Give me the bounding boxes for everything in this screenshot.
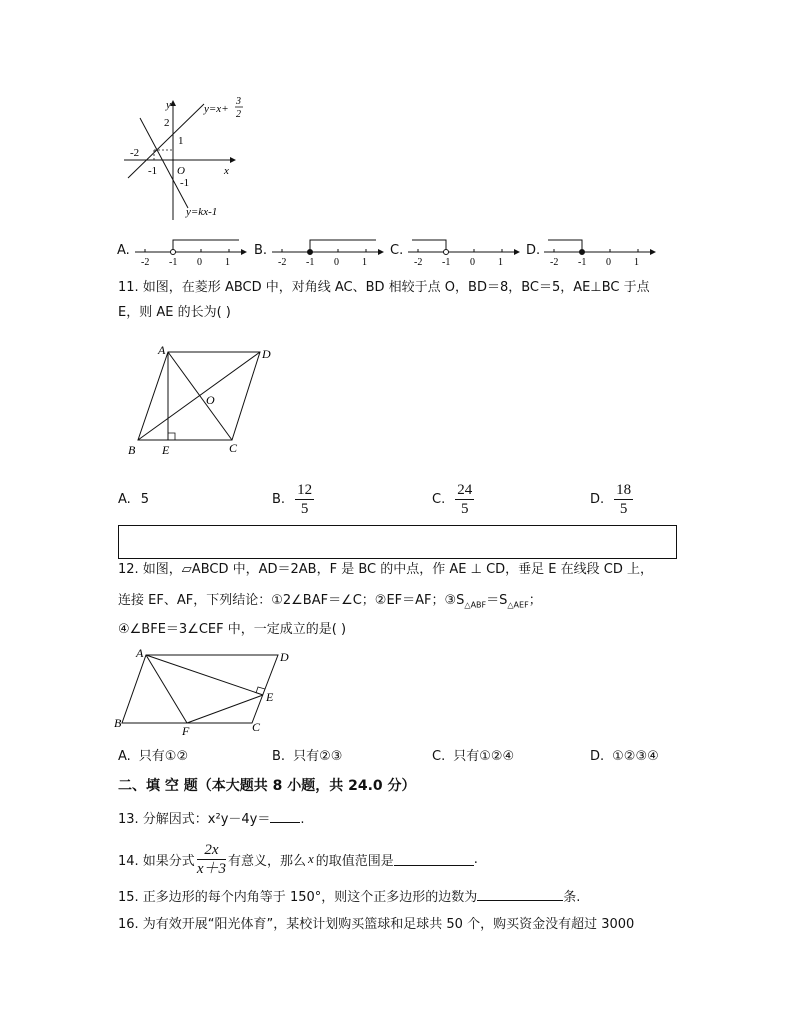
tick-x-neg2: -2: [130, 147, 140, 159]
y-axis-label: y: [166, 99, 171, 111]
rhombus-figure: [122, 340, 282, 462]
option-letter: C.: [432, 491, 446, 507]
answer-box: [118, 525, 677, 559]
label-E: E: [162, 443, 170, 457]
number-line: [268, 234, 386, 270]
tick-label: -2: [550, 257, 559, 268]
q12-line1: 12. 如图，▱ABCD 中，AD＝2AB，F 是 BC 的中点，作 AE ⊥ CD，垂足 E 在线段 CD 上，: [118, 562, 653, 577]
q14: 14. 如果分式 $\frac{2x}{x+3}$ 有意义，那么 x 的取值范围是 .: [118, 841, 478, 877]
tick-label: -2: [414, 257, 423, 268]
option-fraction: $\frac{12}{5}$: [297, 481, 313, 517]
line2-label: y=kx-1: [186, 206, 218, 218]
q10-option-c: [390, 234, 522, 270]
tick-label: 0: [470, 257, 475, 268]
option-letter: D.: [526, 243, 541, 258]
label-C: C: [229, 441, 238, 455]
section-heading: 二、填 空 题（本大题共 8 小题，共 24.0 分）: [118, 778, 416, 794]
tick-y-neg1: -1: [180, 177, 190, 189]
tick-label: 1: [225, 257, 230, 268]
label-F: F: [182, 724, 190, 737]
tick-label: -2: [141, 257, 150, 268]
tick-label: 0: [334, 257, 339, 268]
x-axis-label: x: [224, 165, 229, 177]
tick-label: -1: [578, 257, 587, 268]
tick-label: 0: [197, 257, 202, 268]
option-fraction: $\frac{18}{5}$: [616, 481, 632, 517]
origin-label: O: [177, 165, 185, 177]
tick-label: 1: [634, 257, 639, 268]
label-D: D: [280, 650, 289, 664]
parallelogram-figure: [112, 645, 302, 737]
tick-label: -1: [306, 257, 315, 268]
option-fraction: $\frac{24}{5}$: [457, 481, 473, 517]
tick-label: -1: [442, 257, 451, 268]
tick-label: 0: [606, 257, 611, 268]
option-letter: C.: [390, 243, 404, 258]
label-D: D: [262, 347, 271, 361]
label-O: O: [206, 393, 215, 407]
line1-frac-num: 3: [236, 96, 241, 107]
label-C: C: [252, 720, 261, 734]
option-letter: D.: [590, 491, 605, 507]
q11-option-a: [118, 478, 149, 520]
q12-option-c: C. 只有①②④: [432, 749, 515, 764]
tick-label: 1: [362, 257, 367, 268]
tick-y-2: 2: [164, 117, 170, 129]
q12-option-b: B. 只有②③: [272, 749, 343, 764]
label-A: A: [158, 343, 166, 357]
q10-option-d: [526, 234, 658, 270]
tick-label: -2: [278, 257, 287, 268]
q11-line2: E，则 AE 的长为( ): [118, 305, 231, 320]
line1-frac-den: 2: [236, 109, 241, 120]
option-letter: A.: [118, 491, 131, 507]
q11-option-b: [272, 478, 314, 520]
q15: 15. 正多边形的每个内角等于 150°，则这个正多边形的边数为 条.: [118, 890, 581, 905]
tick-label: -1: [169, 257, 178, 268]
tick-y-1: 1: [178, 135, 184, 147]
tick-label: 1: [498, 257, 503, 268]
option-letter: A.: [117, 243, 130, 258]
line1-label: y=x+: [204, 103, 229, 115]
number-line: [404, 234, 522, 270]
tick-x-neg1: -1: [148, 165, 158, 177]
label-E: E: [266, 690, 274, 704]
number-line: [540, 234, 658, 270]
option-value: 5: [140, 491, 150, 507]
q13: 13. 分解因式：x²y－4y＝ .: [118, 812, 305, 827]
linear-functions-graph: [118, 92, 258, 227]
q11-line1: 11. 如图，在菱形 ABCD 中，对角线 AC、BD 相较于点 O，BD＝8，BC＝5，AE⊥BC 于点: [118, 280, 650, 295]
label-B: B: [128, 443, 136, 457]
q12-line2: 连接 EF、AF，下列结论：①2∠BAF＝∠C；②EF＝AF；$③S_{\triangle ABF}=S_{\triangle AEF}$；: [118, 593, 542, 610]
option-letter: B.: [272, 491, 286, 507]
q12-option-a: A. 只有①②: [118, 749, 189, 764]
q10-option-b: [254, 234, 386, 270]
label-A: A: [136, 646, 144, 660]
option-letter: B.: [254, 243, 268, 258]
q10-option-a: [117, 234, 249, 270]
label-B: B: [114, 716, 122, 730]
q12-line3: ④∠BFE＝3∠CEF 中，一定成立的是( ): [118, 622, 347, 637]
q11-option-d: [590, 478, 633, 520]
q11-option-c: [432, 478, 474, 520]
q12-option-d: D. ①②③④: [590, 749, 659, 764]
number-line: [131, 234, 249, 270]
q16: 16. 为有效开展“阳光体育”，某校计划购买篮球和足球共 50 个，购买资金没有超过 3000: [118, 917, 635, 932]
